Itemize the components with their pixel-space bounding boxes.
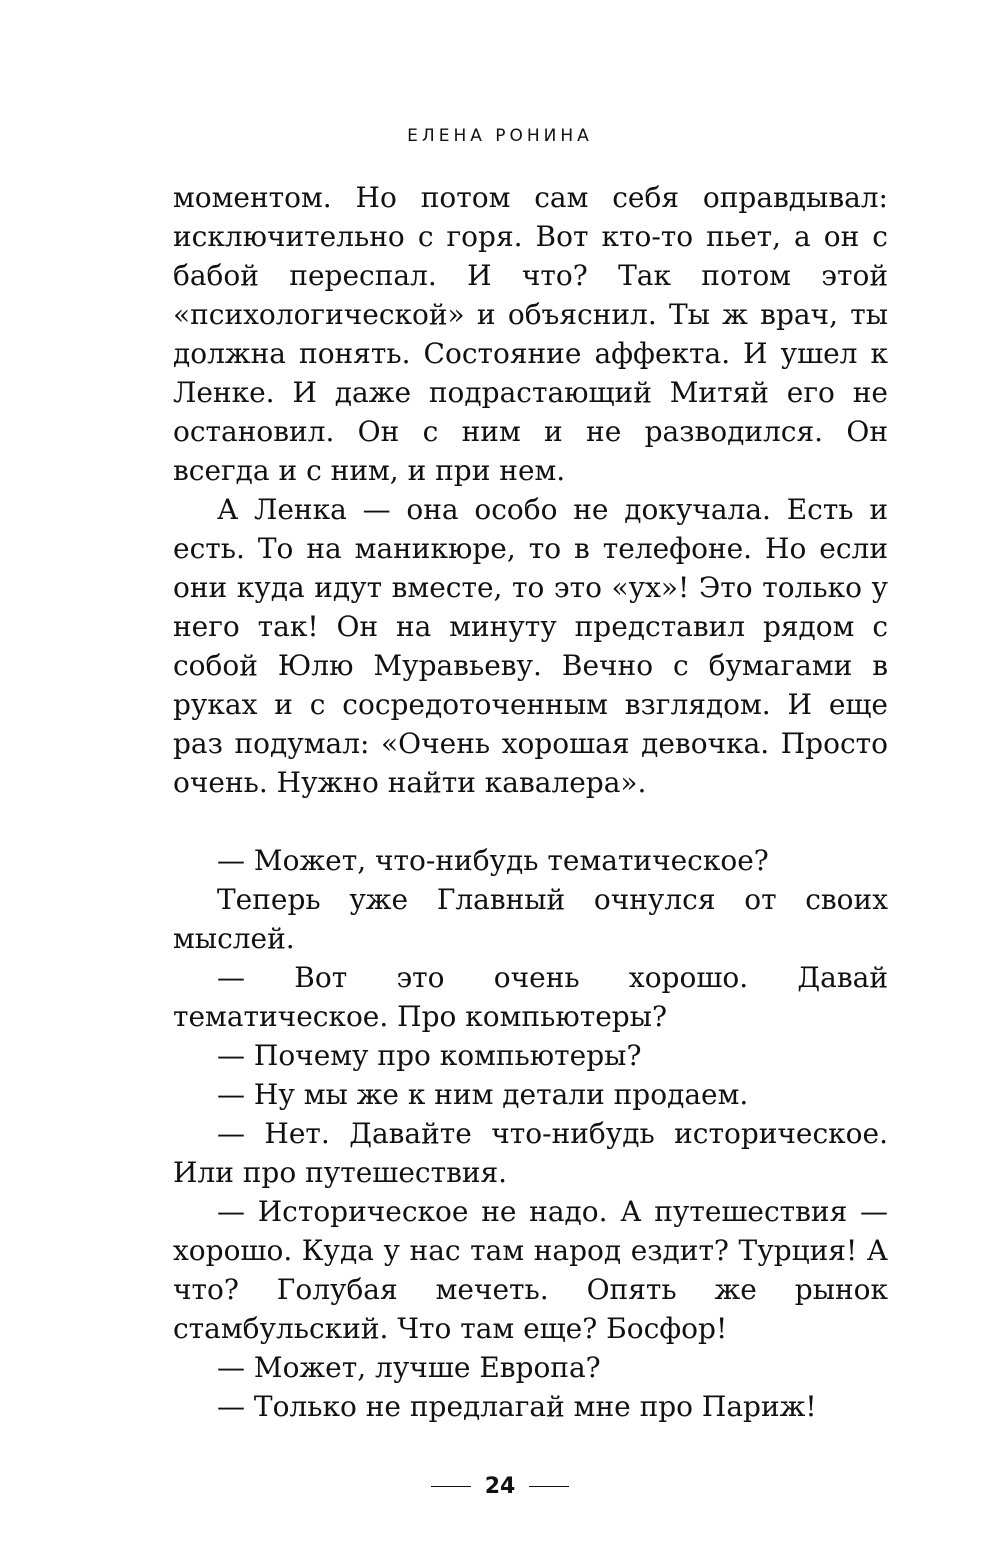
folio-rule-left: [431, 1486, 471, 1487]
body-text: [173, 178, 888, 1426]
paragraph: А Ленка — она особо не докучала. Есть и есть. То на маникюре, то в телефоне. Но если они куда идут вместе, то это «ух»! Это только у него так! Он на минуту представил рядом с собой Юлю Муравьеву. Вечно с бумагами в руках и с сосредоточенным взглядом. И еще раз подумал: «Очень хорошая девочка. Просто очень. Нужно найти кавалера».: [173, 493, 888, 799]
dialogue-line: — Ну мы же к ним детали продаем.: [217, 1078, 749, 1111]
page-number: 24: [484, 1474, 516, 1499]
dialogue-line: — Нет. Давайте что-нибудь историческое. Или про путешествия.: [173, 1117, 888, 1189]
dialogue-line: — Историческое не надо. А путешествия — хорошо. Куда у нас там народ ездит? Турция! А что? Голубая мечеть. Опять же рынок стамбульский. Что там еще? Босфор!: [173, 1195, 888, 1345]
page-number-folio: [0, 1474, 1000, 1499]
dialogue-line: — Может, что-нибудь тематическое?: [217, 844, 769, 877]
dialogue-line: — Может, лучше Европа?: [217, 1351, 601, 1384]
running-head: ЕЛЕНА РОНИНА: [407, 126, 593, 146]
paragraph-continued: моментом. Но потом сам себя оправдывал: исключительно с горя. Вот кто-то пьет, а он с бабой переспал. И что? Так потом этой «психологической» и объяснил. Ты ж врач, ты должна понять. Состояние аффекта. И ушел к Ленке. И даже подрастающий Митяй его не остановил. Он с ним и не разводился. Он всегда и с ним, и при нем.: [173, 181, 888, 487]
dialogue-line: — Почему про компьютеры?: [217, 1039, 642, 1072]
dialogue-line: — Вот это очень хорошо. Давай тематическое. Про компьютеры?: [173, 961, 888, 1033]
folio-rule-right: [529, 1486, 569, 1487]
paragraph: Теперь уже Главный очнулся от своих мыслей.: [173, 883, 888, 955]
dialogue-line: — Только не предлагай мне про Париж!: [217, 1390, 817, 1423]
